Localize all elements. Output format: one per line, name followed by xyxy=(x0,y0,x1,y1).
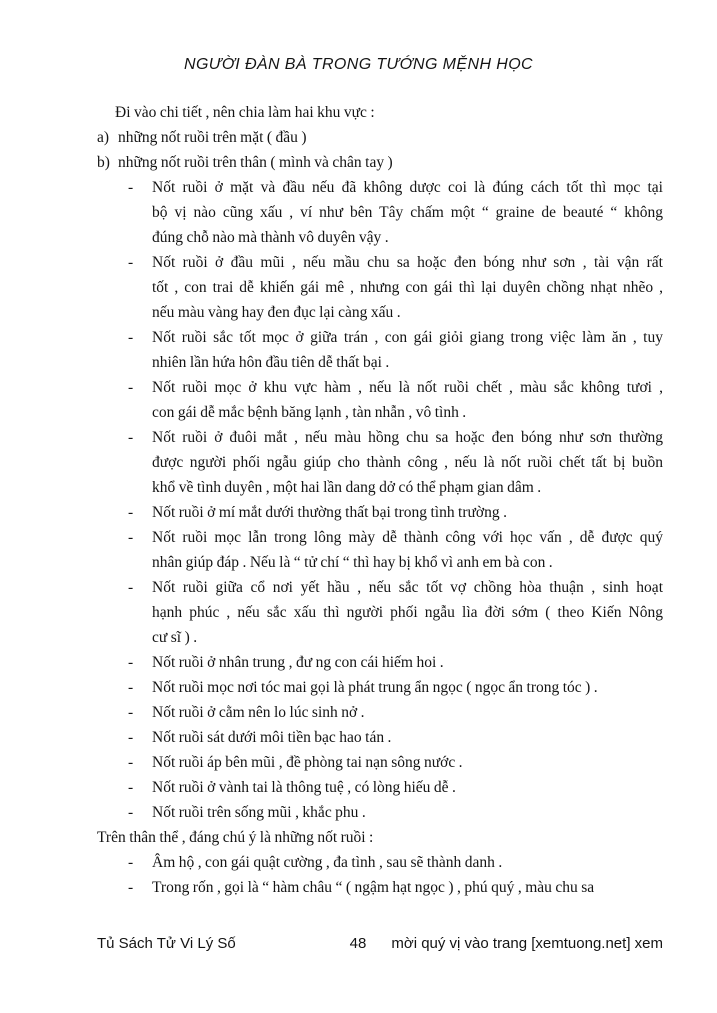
bullet-marker: - xyxy=(128,854,134,871)
bullet-marker: - xyxy=(128,329,134,346)
bullet-marker: - xyxy=(128,254,134,271)
bullet-marker: - xyxy=(128,379,134,396)
bullet-marker: - xyxy=(128,504,134,521)
outline-item-label: b) xyxy=(97,154,110,171)
list-item-lines xyxy=(152,850,663,875)
text-line: Nốt ruồi ở mặt và đầu nếu đã không dược coi là đúng cách tốt thì mọc tại xyxy=(152,179,663,196)
text-line: Nốt ruồi ở đuôi mắt , nếu màu hồng chu sa hoặc đen bóng như sơn thường xyxy=(152,429,663,446)
list-item xyxy=(97,800,663,825)
text-line: Nốt ruồi mọc lẫn trong lông mày dễ thành công với học vấn , dễ được quý xyxy=(152,529,663,546)
bullet-marker: - xyxy=(128,779,134,796)
list-item-lines xyxy=(152,525,663,575)
footer-series-title: Tủ Sách Tử Vi Lý Số xyxy=(97,935,236,952)
text-line: nhiên lần hứa hôn đầu tiên dễ thất bại . xyxy=(152,354,390,371)
bullet-marker: - xyxy=(128,704,134,721)
list-item xyxy=(97,525,663,575)
text-line: Nốt ruồi ở vành tai là thông tuệ , có lòng hiếu dễ . xyxy=(152,779,456,796)
list-item-lines xyxy=(152,325,663,375)
list-item-lines xyxy=(152,175,663,250)
text-line: Âm hộ , con gái quật cường , đa tình , sau sẽ thành danh . xyxy=(152,854,503,871)
list-item-lines xyxy=(152,675,663,700)
bullet-marker: - xyxy=(128,579,134,596)
text-line: hạnh phúc , nếu sắc xấu thì người phối ngẫu lìa đời sớm ( theo Kiến Nông xyxy=(152,604,663,621)
text-line: Nốt ruồi giữa cổ nơi yết hầu , nếu sắc tốt vợ chồng hòa thuận , sinh hoạt xyxy=(152,579,663,596)
list-item xyxy=(97,675,663,700)
list-item-lines xyxy=(152,750,663,775)
text-line: tốt , con trai dễ khiến gái mê , nhưng con gái thì lại duyên chồng nhạt nhẽo , xyxy=(152,279,663,296)
list-item-lines xyxy=(152,425,663,500)
list-item-lines xyxy=(152,375,663,425)
text-line: cư sĩ ) . xyxy=(152,629,198,646)
text-line: đúng chỗ nào mà thành vô duyên vậy . xyxy=(152,229,389,246)
outline-list xyxy=(97,125,663,175)
intro-paragraph: Đi vào chi tiết , nên chia làm hai khu vực : xyxy=(115,104,375,121)
text-line: Nốt ruồi sát dưới môi tiền bạc hao tán . xyxy=(152,729,392,746)
list-item xyxy=(97,700,663,725)
bullet-marker: - xyxy=(128,429,134,446)
body-mole-list xyxy=(97,850,663,900)
text-line: Nốt ruồi mọc nơi tóc mai gọi là phát trung ẩn ngọc ( ngọc ẩn trong tóc ) . xyxy=(152,679,598,696)
list-item xyxy=(97,650,663,675)
list-item-lines xyxy=(152,500,663,525)
text-line: Nốt ruồi trên sống mũi , khắc phu . xyxy=(152,804,366,821)
outline-item-text: những nốt ruồi trên mặt ( đầu ) xyxy=(118,129,307,146)
text-line: khổ về tình duyên , một hai lần dang dở có thể phạm gian dâm . xyxy=(152,479,542,496)
list-item xyxy=(97,325,663,375)
list-item-lines xyxy=(152,700,663,725)
list-item xyxy=(97,425,663,500)
outline-item-label: a) xyxy=(97,129,110,146)
outline-item xyxy=(97,150,663,175)
body-note: Trên thân thể , đáng chú ý là những nốt ruồi : xyxy=(97,829,374,846)
document-body xyxy=(97,100,663,900)
list-item xyxy=(97,175,663,250)
bullet-marker: - xyxy=(128,679,134,696)
bullet-marker: - xyxy=(128,879,134,896)
page-footer xyxy=(97,935,663,957)
text-line: Nốt ruồi ở nhân trung , đư ng con cái hiếm hoi . xyxy=(152,654,444,671)
list-item xyxy=(97,875,663,900)
text-line: nhân giúp đáp . Nếu là “ tử chí “ thì hay bị khổ vì anh em bà con . xyxy=(152,554,553,571)
face-mole-list xyxy=(97,175,663,825)
text-line: Trong rốn , gọi là “ hàm châu “ ( ngậm hạt ngọc ) , phú quý , màu chu sa xyxy=(152,879,595,896)
list-item xyxy=(97,725,663,750)
bullet-marker: - xyxy=(128,654,134,671)
text-line: bộ vị nào cũng xấu , ví như bên Tây chấm một “ graine de beauté “ không xyxy=(152,204,663,221)
list-item-lines xyxy=(152,800,663,825)
list-item xyxy=(97,750,663,775)
page-number: 48 xyxy=(349,935,367,952)
outline-item xyxy=(97,125,663,150)
text-line: được người phối ngẫu giúp cho thành công , nếu là nốt ruồi chết tất bị buồn xyxy=(152,454,663,471)
text-line: Nốt ruồi mọc ở khu vực hàm , nếu là nốt ruồi chết , màu sắc không tươi , xyxy=(152,379,663,396)
list-item-lines xyxy=(152,775,663,800)
text-line: Nốt ruồi áp bên mũi , đề phòng tai nạn sông nước . xyxy=(152,754,463,771)
footer-site-note: mời quý vị vào trang [xemtuong.net] xem xyxy=(391,935,663,952)
text-line: Nốt ruồi ở cằm nên lo lúc sinh nở . xyxy=(152,704,365,721)
list-item xyxy=(97,850,663,875)
outline-item-text: những nốt ruồi trên thân ( mình và chân tay ) xyxy=(118,154,393,171)
list-item xyxy=(97,575,663,650)
list-item xyxy=(97,250,663,325)
bullet-marker: - xyxy=(128,179,134,196)
bullet-marker: - xyxy=(128,729,134,746)
text-line: Nốt ruồi ở mí mắt dưới thường thất bại trong tình trường . xyxy=(152,504,507,521)
list-item xyxy=(97,375,663,425)
text-line: Nốt ruồi sắc tốt mọc ở giữa trán , con gái giỏi giang trong việc làm ăn , tuy xyxy=(152,329,663,346)
list-item xyxy=(97,500,663,525)
list-item-lines xyxy=(152,725,663,750)
text-line: nếu màu vàng hay đen đục lại càng xấu . xyxy=(152,304,401,321)
list-item-lines xyxy=(152,650,663,675)
bullet-marker: - xyxy=(128,804,134,821)
text-line: con gái dễ mắc bệnh băng lạnh , tàn nhẫn , vô tình . xyxy=(152,404,467,421)
list-item xyxy=(97,775,663,800)
page-title: NGƯỜI ĐÀN BÀ TRONG TƯỚNG MỆNH HỌC xyxy=(183,56,533,73)
bullet-marker: - xyxy=(128,754,134,771)
list-item-lines xyxy=(152,250,663,325)
text-line: Nốt ruồi ở đầu mũi , nếu mầu chu sa hoặc đen bóng như sơn , tài vận rất xyxy=(152,254,663,271)
list-item-lines xyxy=(152,575,663,650)
bullet-marker: - xyxy=(128,529,134,546)
list-item-lines xyxy=(152,875,663,900)
